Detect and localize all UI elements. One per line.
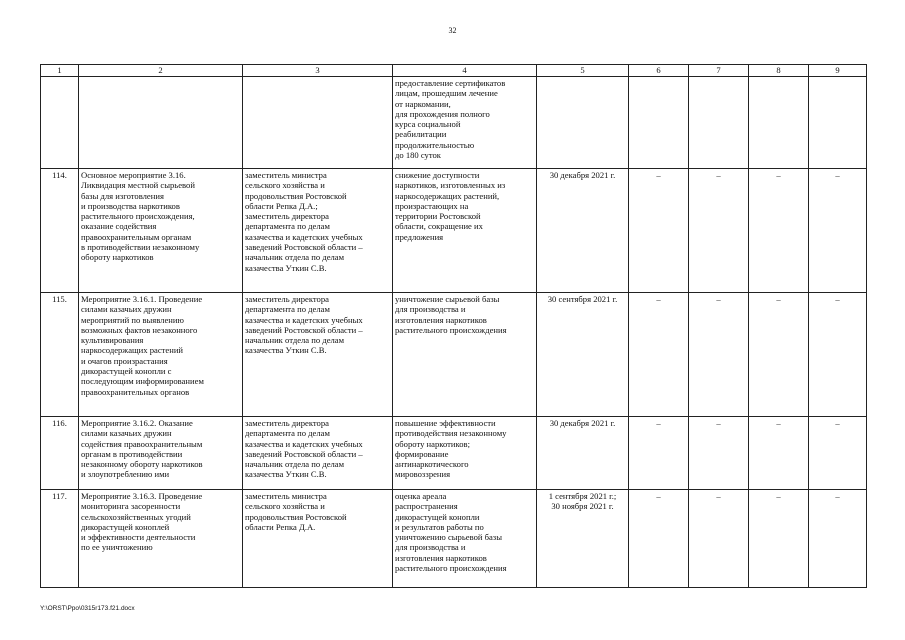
- responsible-executor: заместитель министра сельского хозяйства и продовольствия Ростовской области Репка Д.А.; заместитель директора департамента по делам казачества и кадетских учебных заведений Ростовской области – начальник отдела по делам казачества Уткин С.В.: [243, 169, 393, 293]
- column-header-2: 2: [79, 65, 243, 77]
- expected-result: оценка ареала распространения дикорастущей конопли и результатов работы по уничтожению сырьевой базы для производства и изготовления наркотиков растительного происхождения: [393, 490, 537, 588]
- col-7-value: –: [689, 490, 749, 588]
- col-8-value: –: [749, 169, 809, 293]
- responsible-executor: заместитель министра сельского хозяйства и продовольствия Ростовской области Репка Д.А.: [243, 490, 393, 588]
- measure-name: Мероприятие 3.16.2. Оказание силами казачьих дружин содействия правоохранительным органам в противодействии незаконному обороту наркотиков и злоупотреблению ими: [79, 417, 243, 490]
- expected-result: повышение эффективности противодействия незаконному обороту наркотиков; формирование антинаркотического мировоззрения: [393, 417, 537, 490]
- col-7-value: –: [689, 293, 749, 417]
- table-row: [41, 490, 867, 588]
- page-number: 32: [448, 26, 457, 35]
- column-header-4: 4: [393, 65, 537, 77]
- column-header-9: 9: [809, 65, 867, 77]
- col-7-value: –: [689, 169, 749, 293]
- responsible-executor: [243, 77, 393, 169]
- column-header-1: 1: [41, 65, 79, 77]
- col-8-value: [749, 77, 809, 169]
- col-6-value: –: [629, 490, 689, 588]
- expected-result: снижение доступности наркотиков, изготовленных из наркосодержащих растений, произрастающих на территории Ростовской области, сокращение их предложения: [393, 169, 537, 293]
- table-row: [41, 293, 867, 417]
- row-number: 116.: [41, 417, 79, 490]
- col-6-value: [629, 77, 689, 169]
- row-number: 114.: [41, 169, 79, 293]
- column-header-3: 3: [243, 65, 393, 77]
- col-8-value: –: [749, 417, 809, 490]
- responsible-executor: заместитель директора департамента по делам казачества и кадетских учебных заведений Ростовской области – начальник отдела по делам казачества Уткин С.В.: [243, 293, 393, 417]
- table-row: [41, 77, 867, 169]
- column-header-8: 8: [749, 65, 809, 77]
- col-7-value: [689, 77, 749, 169]
- action-plan-table: [40, 64, 867, 588]
- col-9-value: –: [809, 490, 867, 588]
- measure-name: [79, 77, 243, 169]
- document-file-path: Y:\ORST\Ppo\0315r173.f21.docx: [40, 605, 135, 612]
- responsible-executor: заместитель директора департамента по делам казачества и кадетских учебных заведений Ростовской области – начальник отдела по делам казачества Уткин С.В.: [243, 417, 393, 490]
- col-9-value: –: [809, 417, 867, 490]
- row-number: 115.: [41, 293, 79, 417]
- col-9-value: –: [809, 169, 867, 293]
- column-header-5: 5: [537, 65, 629, 77]
- col-8-value: –: [749, 293, 809, 417]
- col-6-value: –: [629, 293, 689, 417]
- row-number: 117.: [41, 490, 79, 588]
- expected-result: предоставление сертификатов лицам, прошедшим лечение от наркомании, для прохождения полного курса социальной реабилитации продолжительностью до 180 суток: [393, 77, 537, 169]
- col-7-value: –: [689, 417, 749, 490]
- row-number: [41, 77, 79, 169]
- deadline-date: 1 сентября 2021 г.; 30 ноября 2021 г.: [537, 490, 629, 588]
- deadline-date: 30 декабря 2021 г.: [537, 417, 629, 490]
- deadline-date: [537, 77, 629, 169]
- column-header-7: 7: [689, 65, 749, 77]
- table-row: [41, 417, 867, 490]
- column-header-6: 6: [629, 65, 689, 77]
- table-row: [41, 169, 867, 293]
- column-number-row: [41, 65, 867, 77]
- deadline-date: 30 сентября 2021 г.: [537, 293, 629, 417]
- measure-name: Мероприятие 3.16.3. Проведение мониторинга засоренности сельскохозяйственных угодий дикорастущей коноплей и эффективности деятельности по ее уничтожению: [79, 490, 243, 588]
- deadline-date: 30 декабря 2021 г.: [537, 169, 629, 293]
- measure-name: Мероприятие 3.16.1. Проведение силами казачьих дружин мероприятий по выявлению возможных фактов незаконного культивирования наркосодержащих растений и очагов произрастания дикорастущей конопли с последующим информированием правоохранительных органов: [79, 293, 243, 417]
- col-9-value: –: [809, 293, 867, 417]
- col-9-value: [809, 77, 867, 169]
- expected-result: уничтожение сырьевой базы для производства и изготовления наркотиков растительного происхождения: [393, 293, 537, 417]
- col-6-value: –: [629, 417, 689, 490]
- col-8-value: –: [749, 490, 809, 588]
- col-6-value: –: [629, 169, 689, 293]
- measure-name: Основное мероприятие 3.16. Ликвидация местной сырьевой базы для изготовления и производства наркотиков растительного происхождения, оказание содействия правоохранительным органам в противодействии незаконному обороту наркотиков: [79, 169, 243, 293]
